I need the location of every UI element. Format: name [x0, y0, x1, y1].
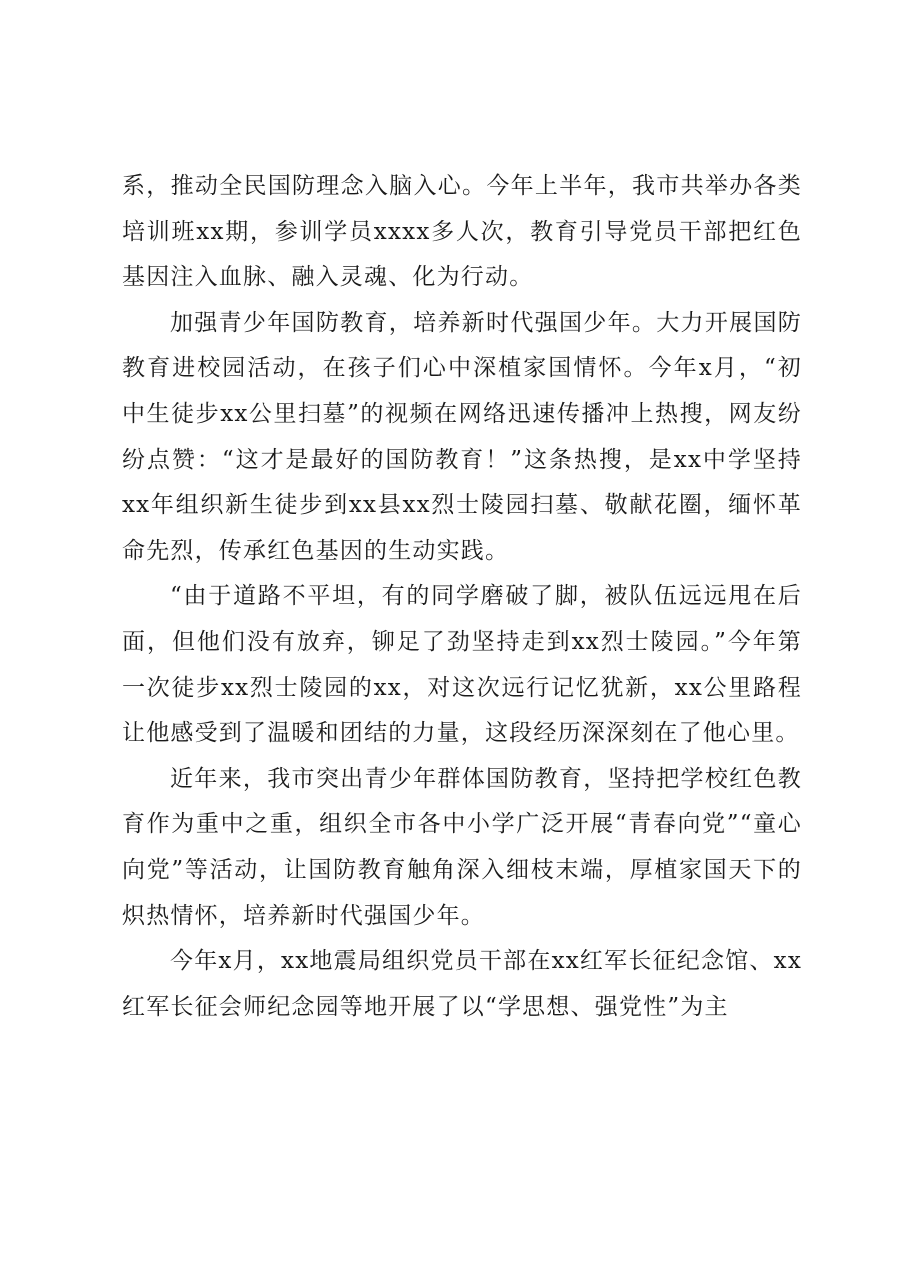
- paragraph-1: 系，推动全民国防理念入脑入心。今年上半年，我市共举办各类培训班xx期，参训学员xxxx多人次，教育引导党员干部把红色基因注入血脉、融入灵魂、化为行动。: [122, 173, 802, 291]
- document-body: [122, 164, 802, 1030]
- paragraph-4: 近年来，我市突出青少年群体国防教育，坚持把学校红色教育作为重中之重，组织全市各中小学广泛开展“青春向党”“童心向党”等活动，让国防教育触角深入细枝末端，厚植家国天下的炽热情怀，培养新时代强国少年。: [122, 765, 802, 929]
- paragraph-2: 加强青少年国防教育，培养新时代强国少年。大力开展国防教育进校园活动，在孩子们心中深植家国情怀。今年x月，“初中生徒步xx公里扫墓”的视频在网络迅速传播冲上热搜，网友纷纷点赞：“这才是最好的国防教育！”这条热搜，是xx中学坚持xx年组织新生徒步到xx县xx烈士陵园扫墓、敬献花圈，缅怀革命先烈，传承红色基因的生动实践。: [122, 309, 802, 564]
- paragraph-5: 今年x月，xx地震局组织党员干部在xx红军长征纪念馆、xx红军长征会师纪念园等地开展了以“学思想、强党性”为主: [122, 948, 802, 1020]
- paragraph-3: “由于道路不平坦，有的同学磨破了脚，被队伍远远甩在后面，但他们没有放弃，铆足了劲坚持走到xx烈士陵园。”今年第一次徒步xx烈士陵园的xx，对这次远行记忆犹新，xx公里路程让他感受到了温暖和团结的力量，这段经历深深刻在了他心里。: [122, 583, 802, 747]
